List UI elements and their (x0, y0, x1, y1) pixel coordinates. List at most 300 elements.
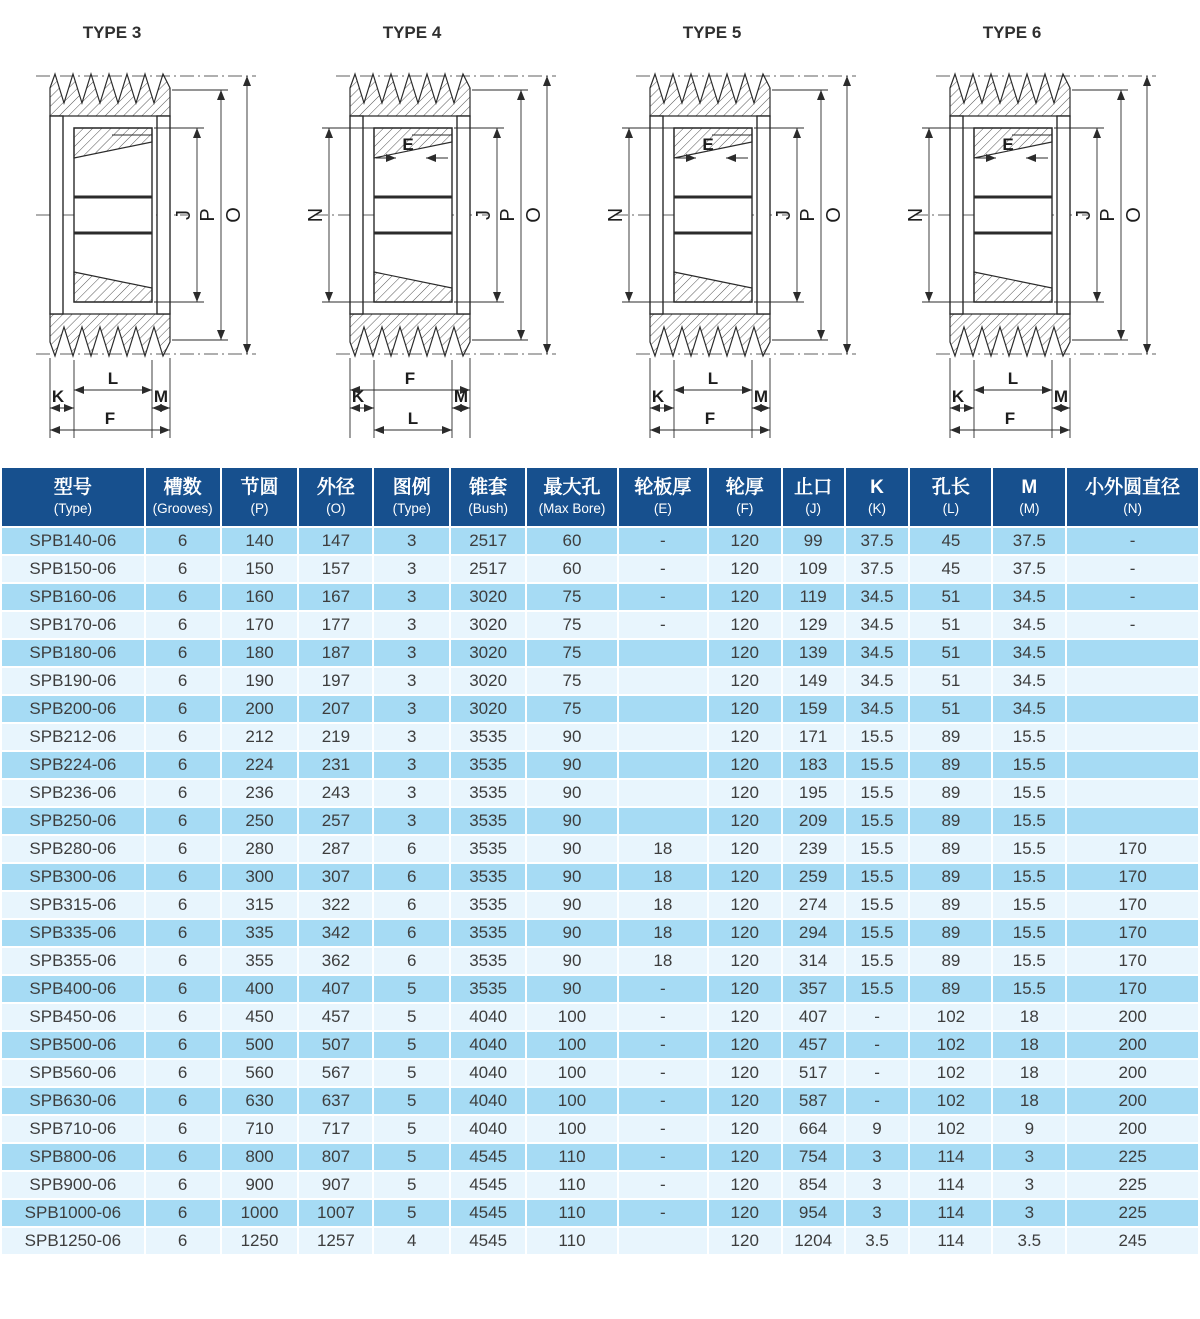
table-cell: 15.5 (845, 779, 910, 807)
table-cell: 710 (221, 1115, 299, 1143)
table-row (1, 1003, 1199, 1031)
column-header (1066, 467, 1199, 527)
table-cell: 4040 (450, 1087, 526, 1115)
table-cell: 6 (145, 667, 221, 695)
table-cell: - (618, 1087, 708, 1115)
table-cell (1066, 723, 1199, 751)
table-row (1, 639, 1199, 667)
table-cell: 4545 (450, 1171, 526, 1199)
table-cell: 89 (909, 947, 992, 975)
table-cell: 18 (618, 891, 708, 919)
table-cell: 3535 (450, 975, 526, 1003)
pulley-diagram-type6 (900, 0, 1200, 466)
table-cell (1066, 751, 1199, 779)
diagram-title: TYPE 3 (82, 23, 142, 42)
table-cell (618, 751, 708, 779)
table-cell: 37.5 (845, 527, 910, 555)
table-row (1, 779, 1199, 807)
table-cell: 120 (708, 555, 782, 583)
table-cell: 37.5 (992, 527, 1066, 555)
table-cell: 15.5 (845, 975, 910, 1003)
table-cell: 102 (909, 1031, 992, 1059)
table-cell: 120 (708, 583, 782, 611)
pulley-diagram-type4 (300, 0, 600, 466)
table-cell: 15.5 (992, 723, 1066, 751)
table-cell: 120 (708, 1115, 782, 1143)
column-header (618, 467, 708, 527)
column-header (145, 467, 221, 527)
table-cell: 225 (1066, 1199, 1199, 1227)
table-cell: 3.5 (992, 1227, 1066, 1255)
table-cell: - (845, 1087, 910, 1115)
table-cell: 209 (782, 807, 845, 835)
column-header (992, 467, 1066, 527)
column-header (909, 467, 992, 527)
table-cell: 1204 (782, 1227, 845, 1255)
table-cell: 5 (373, 1031, 450, 1059)
column-header-zh: 槽数 (163, 477, 202, 498)
left-flange (350, 116, 363, 314)
column-header (450, 467, 526, 527)
table-cell: 3535 (450, 919, 526, 947)
table-cell: 200 (1066, 1115, 1199, 1143)
table-cell: 907 (298, 1171, 373, 1199)
table-cell: 3 (373, 667, 450, 695)
table-cell: 3 (845, 1143, 910, 1171)
table-cell: 90 (526, 835, 618, 863)
dim-label: K (351, 387, 365, 406)
table-cell: 357 (782, 975, 845, 1003)
dim-label: M (153, 387, 169, 406)
table-cell: 15.5 (992, 835, 1066, 863)
table-cell (618, 695, 708, 723)
dim-label: F (104, 409, 116, 428)
table-cell: SPB630-06 (1, 1087, 145, 1115)
table-cell: 100 (526, 1031, 618, 1059)
column-header-en: (Type) (53, 500, 92, 516)
table-cell: 157 (298, 555, 373, 583)
table-row (1, 835, 1199, 863)
table-cell: 5 (373, 1003, 450, 1031)
table-cell: 51 (909, 667, 992, 695)
table-cell: 3 (373, 555, 450, 583)
table-cell: 637 (298, 1087, 373, 1115)
rim-bottom-grooves (350, 314, 470, 356)
table-cell: 102 (909, 1003, 992, 1031)
table-cell: 6 (145, 1143, 221, 1171)
table-cell: 120 (708, 919, 782, 947)
column-header-zh: 外径 (316, 477, 355, 498)
rim-top-grooves (650, 74, 770, 116)
table-cell: - (618, 1143, 708, 1171)
table-cell: 6 (145, 1003, 221, 1031)
table-cell: 5 (373, 1199, 450, 1227)
dim-label: L (107, 369, 119, 388)
left-flange (650, 116, 663, 314)
table-cell: SPB335-06 (1, 919, 145, 947)
table-cell: 140 (221, 527, 299, 555)
table-cell: 89 (909, 807, 992, 835)
table-cell: 120 (708, 863, 782, 891)
pulley-diagram-type3 (0, 0, 300, 466)
table-cell: 110 (526, 1171, 618, 1199)
table-cell: 6 (373, 863, 450, 891)
table-cell: 120 (708, 639, 782, 667)
dim-label: P (1097, 208, 1119, 222)
table-row (1, 975, 1199, 1003)
dim-label: F (1004, 409, 1016, 428)
table-cell: SPB250-06 (1, 807, 145, 835)
table-cell: 5 (373, 1171, 450, 1199)
table-cell: 6 (373, 891, 450, 919)
table-cell: 3 (992, 1143, 1066, 1171)
table-cell: 90 (526, 947, 618, 975)
table-cell: 120 (708, 1199, 782, 1227)
column-header-zh: 型号 (53, 477, 92, 498)
table-cell: 1257 (298, 1227, 373, 1255)
table-cell: 90 (526, 751, 618, 779)
table-cell (1066, 807, 1199, 835)
table-row (1, 695, 1199, 723)
table-cell: 3020 (450, 583, 526, 611)
table-cell: - (1066, 555, 1199, 583)
table-cell: 34.5 (845, 667, 910, 695)
table-row (1, 919, 1199, 947)
table-cell: 5 (373, 975, 450, 1003)
table-cell: 854 (782, 1171, 845, 1199)
table-cell: 517 (782, 1059, 845, 1087)
table-cell: 200 (221, 695, 299, 723)
table-cell: 6 (145, 751, 221, 779)
table-cell: 6 (145, 779, 221, 807)
table-cell: SPB315-06 (1, 891, 145, 919)
table-row (1, 1115, 1199, 1143)
table-cell: 120 (708, 1087, 782, 1115)
table-cell: 15.5 (992, 947, 1066, 975)
table-cell: 4040 (450, 1115, 526, 1143)
table-cell: 90 (526, 891, 618, 919)
table-cell: - (845, 1003, 910, 1031)
table-cell (618, 807, 708, 835)
table-cell (618, 1227, 708, 1255)
rim-bottom-grooves (650, 314, 770, 356)
table-cell: 15.5 (992, 975, 1066, 1003)
table-cell: 3535 (450, 891, 526, 919)
table-cell: SPB450-06 (1, 1003, 145, 1031)
table-cell: 664 (782, 1115, 845, 1143)
table-cell: 3020 (450, 695, 526, 723)
column-header-en: (F) (736, 500, 754, 516)
table-cell: 407 (298, 975, 373, 1003)
table-cell: - (1066, 611, 1199, 639)
table-cell: 120 (708, 1003, 782, 1031)
table-cell: 15.5 (845, 751, 910, 779)
table-cell: SPB560-06 (1, 1059, 145, 1087)
dim-label: K (51, 387, 65, 406)
column-header-en: (J) (805, 500, 821, 516)
table-cell: 257 (298, 807, 373, 835)
table-cell: 807 (298, 1143, 373, 1171)
table-cell: 120 (708, 835, 782, 863)
column-header-zh: 轮厚 (725, 477, 764, 498)
table-cell: - (845, 1031, 910, 1059)
dim-label: P (197, 208, 219, 222)
column-header (845, 467, 910, 527)
table-row (1, 891, 1199, 919)
column-header-zh: 节圆 (240, 477, 279, 498)
table-cell: 15.5 (992, 919, 1066, 947)
table-cell: 224 (221, 751, 299, 779)
table-cell: 51 (909, 583, 992, 611)
table-cell: 15.5 (992, 891, 1066, 919)
table-cell: 1000 (221, 1199, 299, 1227)
table-cell: 3 (373, 723, 450, 751)
dim-label: L (707, 369, 719, 388)
table-cell: 9 (992, 1115, 1066, 1143)
table-row (1, 527, 1199, 555)
table-cell: 3 (373, 807, 450, 835)
table-cell: 717 (298, 1115, 373, 1143)
table-cell: 6 (145, 1115, 221, 1143)
dim-label: O (223, 207, 245, 223)
dim-label: J (173, 210, 195, 220)
table-cell: 120 (708, 751, 782, 779)
table-cell: 3535 (450, 863, 526, 891)
table-cell: 207 (298, 695, 373, 723)
table-cell: - (618, 975, 708, 1003)
table-cell (1066, 695, 1199, 723)
table-cell: 18 (992, 1031, 1066, 1059)
table-cell: 170 (1066, 835, 1199, 863)
dim-label: N (305, 207, 327, 223)
dim-label: K (651, 387, 665, 406)
table-cell: 120 (708, 695, 782, 723)
table-cell: 587 (782, 1087, 845, 1115)
table-cell: 6 (145, 611, 221, 639)
table-cell: 75 (526, 583, 618, 611)
table-cell: 18 (618, 947, 708, 975)
column-header-zh: M (1021, 477, 1038, 498)
table-row (1, 863, 1199, 891)
table-cell: 5 (373, 1115, 450, 1143)
table-cell: 89 (909, 779, 992, 807)
right-flange (757, 116, 770, 314)
table-cell: SPB236-06 (1, 779, 145, 807)
table-cell: 6 (145, 975, 221, 1003)
table-cell: 6 (145, 1059, 221, 1087)
dim-label: P (497, 208, 519, 222)
table-cell: 335 (221, 919, 299, 947)
table-row (1, 555, 1199, 583)
column-header-en: (Grooves) (152, 500, 213, 516)
table-cell: 3 (845, 1171, 910, 1199)
table-row (1, 1059, 1199, 1087)
column-header (526, 467, 618, 527)
table-cell: 100 (526, 1087, 618, 1115)
table-cell: 315 (221, 891, 299, 919)
table-cell: 3 (373, 611, 450, 639)
dim-label: J (773, 210, 795, 220)
table-cell: 89 (909, 975, 992, 1003)
table-cell: 6 (373, 919, 450, 947)
table-cell: 3.5 (845, 1227, 910, 1255)
table-cell: 6 (145, 1227, 221, 1255)
table-cell: 6 (373, 835, 450, 863)
table-cell: 34.5 (992, 639, 1066, 667)
table-cell: 170 (1066, 891, 1199, 919)
column-header-zh: 图例 (392, 477, 431, 498)
table-cell: 3 (373, 639, 450, 667)
table-cell: 2517 (450, 555, 526, 583)
table-cell: 170 (1066, 947, 1199, 975)
dim-label: O (823, 207, 845, 223)
table-cell: 300 (221, 863, 299, 891)
table-cell: 6 (145, 835, 221, 863)
table-cell: 120 (708, 891, 782, 919)
table-cell: 34.5 (992, 667, 1066, 695)
table-cell: 110 (526, 1199, 618, 1227)
table-cell: 3535 (450, 779, 526, 807)
spec-table-head (1, 467, 1199, 527)
table-cell: SPB800-06 (1, 1143, 145, 1171)
table-row (1, 1143, 1199, 1171)
table-cell: 120 (708, 1171, 782, 1199)
table-row (1, 583, 1199, 611)
table-cell: 15.5 (845, 863, 910, 891)
table-cell: 3 (992, 1171, 1066, 1199)
table-cell: 15.5 (845, 947, 910, 975)
table-cell: SPB400-06 (1, 975, 145, 1003)
right-flange (157, 116, 170, 314)
table-cell: 2517 (450, 527, 526, 555)
table-cell: 34.5 (992, 611, 1066, 639)
table-cell: 342 (298, 919, 373, 947)
table-cell: 6 (145, 807, 221, 835)
table-cell: 180 (221, 639, 299, 667)
table-cell: 5 (373, 1143, 450, 1171)
table-cell: 139 (782, 639, 845, 667)
table-cell: 567 (298, 1059, 373, 1087)
table-cell: 3 (373, 583, 450, 611)
table-cell: 195 (782, 779, 845, 807)
table-cell: 60 (526, 555, 618, 583)
table-cell: 239 (782, 835, 845, 863)
table-cell: 18 (618, 863, 708, 891)
table-cell: 200 (1066, 1059, 1199, 1087)
table-cell: 170 (1066, 975, 1199, 1003)
table-cell: 100 (526, 1003, 618, 1031)
table-cell: 149 (782, 667, 845, 695)
column-header-en: (Max Bore) (538, 500, 606, 516)
table-cell: 3535 (450, 723, 526, 751)
table-cell: 120 (708, 1031, 782, 1059)
dim-label: J (473, 210, 495, 220)
column-header-en: (Type) (392, 500, 431, 516)
table-cell: - (618, 1059, 708, 1087)
table-cell: 4545 (450, 1227, 526, 1255)
table-cell: 219 (298, 723, 373, 751)
table-cell: 15.5 (992, 807, 1066, 835)
table-cell: 287 (298, 835, 373, 863)
pulley-drawing-svg (300, 0, 600, 466)
table-cell: 45 (909, 527, 992, 555)
dim-label: E (702, 135, 714, 154)
table-cell: 6 (373, 947, 450, 975)
table-cell: 18 (992, 1087, 1066, 1115)
table-cell: 322 (298, 891, 373, 919)
dim-label: E (402, 135, 414, 154)
table-cell: 6 (145, 1031, 221, 1059)
table-cell: 9 (845, 1115, 910, 1143)
table-cell: 1250 (221, 1227, 299, 1255)
table-cell: 200 (1066, 1003, 1199, 1031)
table-cell: 114 (909, 1143, 992, 1171)
pulley-drawing-svg (600, 0, 900, 466)
dim-label: F (704, 409, 716, 428)
left-flange (50, 116, 63, 314)
table-cell: SPB1250-06 (1, 1227, 145, 1255)
table-cell: 231 (298, 751, 373, 779)
table-cell: 250 (221, 807, 299, 835)
table-cell: 355 (221, 947, 299, 975)
table-cell: 457 (782, 1031, 845, 1059)
table-cell: 280 (221, 835, 299, 863)
rim-top-grooves (350, 74, 470, 116)
table-cell: 147 (298, 527, 373, 555)
table-cell: 34.5 (845, 611, 910, 639)
table-cell: 99 (782, 527, 845, 555)
table-cell: 243 (298, 779, 373, 807)
table-cell (1066, 667, 1199, 695)
table-row (1, 1199, 1199, 1227)
column-header-en: (K) (868, 500, 887, 516)
table-cell: 160 (221, 583, 299, 611)
table-cell: 89 (909, 723, 992, 751)
table-cell: 3 (845, 1199, 910, 1227)
table-cell: 34.5 (845, 583, 910, 611)
table-cell: 34.5 (992, 583, 1066, 611)
table-cell: 89 (909, 919, 992, 947)
dim-label: P (797, 208, 819, 222)
table-cell: SPB160-06 (1, 583, 145, 611)
table-cell: 114 (909, 1171, 992, 1199)
dim-label: N (905, 207, 927, 223)
table-cell: 75 (526, 611, 618, 639)
table-cell: 500 (221, 1031, 299, 1059)
table-cell: - (1066, 527, 1199, 555)
table-cell: 4545 (450, 1143, 526, 1171)
table-cell: 457 (298, 1003, 373, 1031)
table-cell: 37.5 (845, 555, 910, 583)
table-cell: 100 (526, 1059, 618, 1087)
table-cell: 102 (909, 1087, 992, 1115)
column-header-en: (N) (1123, 500, 1143, 516)
table-cell: 120 (708, 667, 782, 695)
table-cell: 3 (373, 527, 450, 555)
table-cell: 4040 (450, 1059, 526, 1087)
table-cell: 170 (1066, 919, 1199, 947)
table-row (1, 1087, 1199, 1115)
table-cell: 18 (992, 1059, 1066, 1087)
table-cell: 1007 (298, 1199, 373, 1227)
table-cell: 15.5 (992, 779, 1066, 807)
table-cell: 150 (221, 555, 299, 583)
rim-top-grooves (950, 74, 1070, 116)
table-cell (618, 779, 708, 807)
table-cell: 15.5 (845, 835, 910, 863)
table-cell: 120 (708, 975, 782, 1003)
table-cell: SPB212-06 (1, 723, 145, 751)
